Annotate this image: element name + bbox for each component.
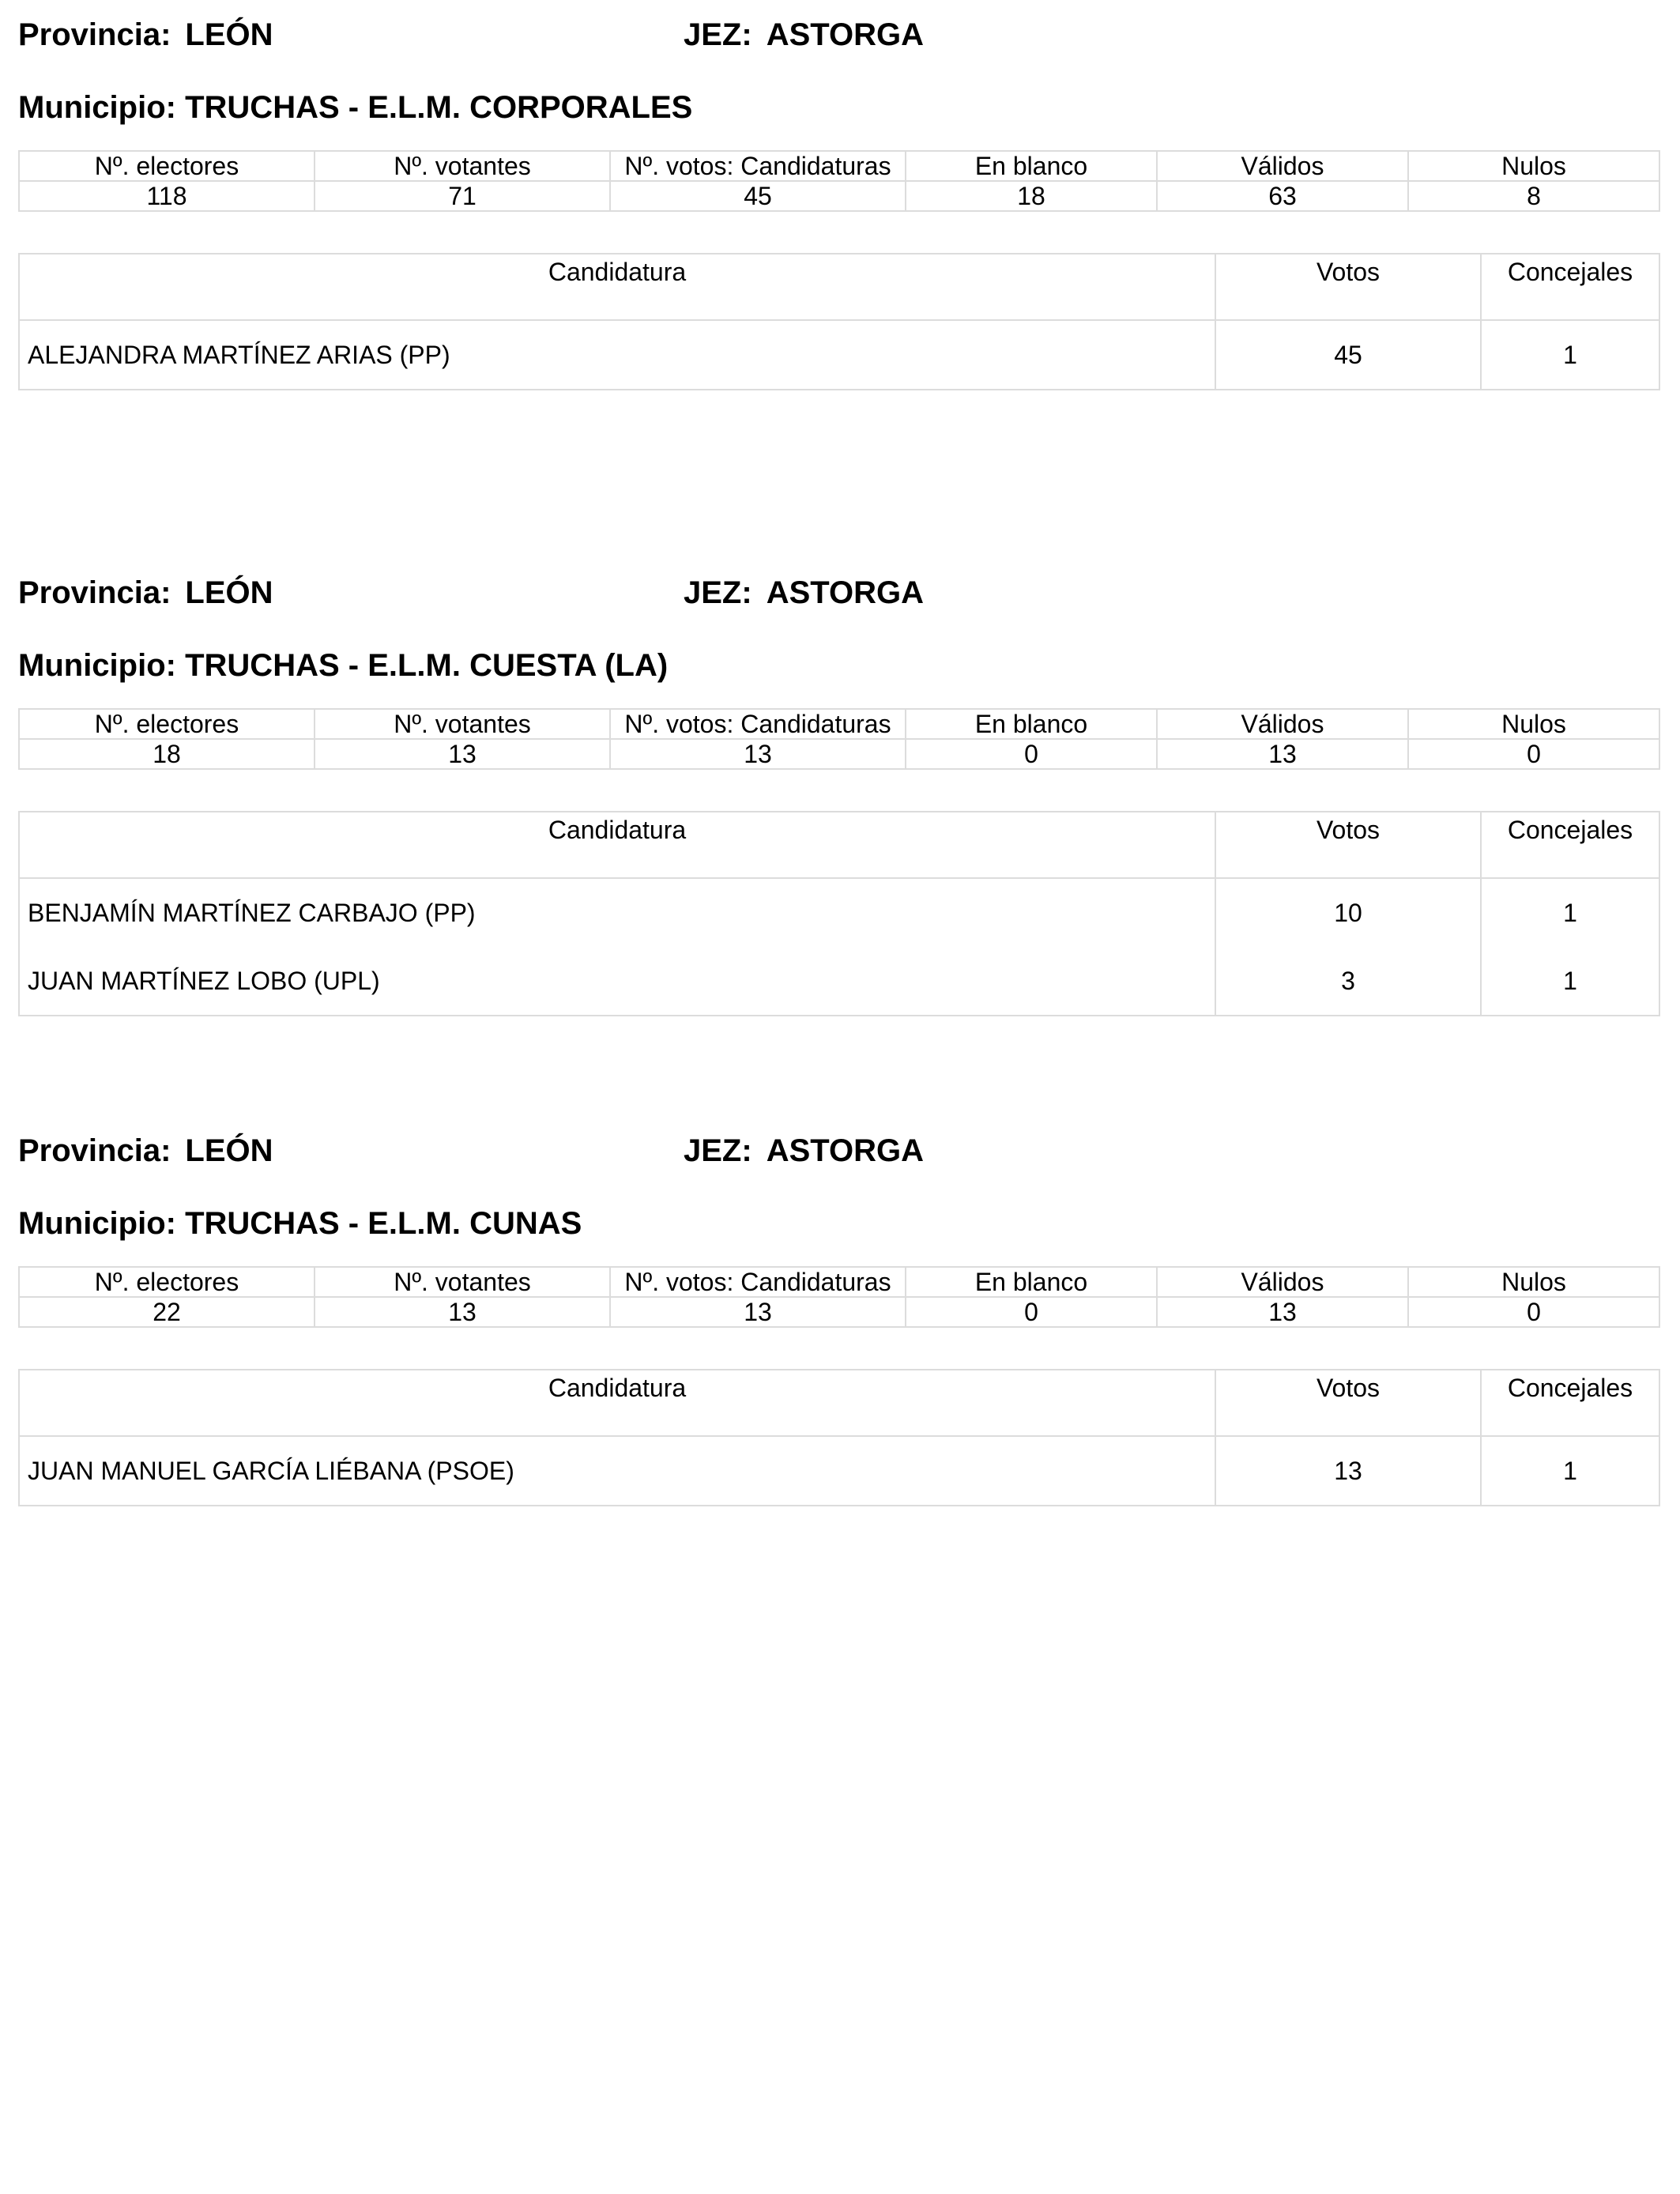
stats-header-cell: Válidos — [1157, 151, 1408, 181]
table-row — [19, 320, 1659, 390]
candidates-table — [18, 1369, 1660, 1506]
section-header — [18, 569, 1659, 616]
municipio-label: Municipio: — [18, 1206, 176, 1241]
provincia-label: Provincia: — [18, 1133, 171, 1168]
stats-header-cell: Nº. votantes — [315, 1267, 610, 1297]
stats-table — [18, 1266, 1660, 1328]
stats-value-row — [19, 1297, 1659, 1327]
stats-value-cell: 13 — [1157, 739, 1408, 769]
candidate-votos: 13 — [1215, 1436, 1481, 1506]
table-row — [19, 1436, 1659, 1506]
stats-header-cell: Válidos — [1157, 709, 1408, 739]
stats-header-cell: Nº. votos: Candidaturas — [610, 709, 906, 739]
stats-value-cell: 0 — [906, 1297, 1157, 1327]
table-row — [19, 947, 1659, 1016]
provincia-value: LEÓN — [185, 17, 273, 52]
jez-field — [684, 1127, 924, 1174]
provincia-label: Provincia: — [18, 575, 171, 610]
stats-value-cell: 13 — [315, 739, 610, 769]
concejales-header: Concejales — [1481, 254, 1659, 320]
concejales-header: Concejales — [1481, 812, 1659, 878]
stats-value-cell: 0 — [906, 739, 1157, 769]
stats-header-cell: Nulos — [1408, 1267, 1659, 1297]
stats-value-row — [19, 739, 1659, 769]
stats-value-cell: 8 — [1408, 181, 1659, 211]
stats-header-cell: Nº. votos: Candidaturas — [610, 1267, 906, 1297]
stats-header-row — [19, 1267, 1659, 1297]
candidate-votos: 10 — [1215, 878, 1481, 947]
municipio-field — [18, 1200, 582, 1247]
stats-header-cell: Nº. electores — [19, 709, 315, 739]
jez-value: ASTORGA — [766, 17, 924, 52]
stats-header-cell: Nulos — [1408, 709, 1659, 739]
provincia-field — [18, 569, 273, 616]
stats-header-cell: Nulos — [1408, 151, 1659, 181]
section-header — [18, 11, 1659, 58]
candidatura-header: Candidatura — [19, 254, 1215, 320]
jez-field — [684, 11, 924, 58]
stats-header-cell: En blanco — [906, 151, 1157, 181]
candidatura-header: Candidatura — [19, 812, 1215, 878]
stats-table — [18, 708, 1660, 770]
candidate-name: ALEJANDRA MARTÍNEZ ARIAS (PP) — [19, 320, 1215, 390]
stats-header-cell: Nº. electores — [19, 151, 315, 181]
municipio-field — [18, 642, 668, 689]
municipio-label: Municipio: — [18, 648, 176, 683]
stats-header-cell: Válidos — [1157, 1267, 1408, 1297]
votos-header: Votos — [1215, 812, 1481, 878]
municipio-field — [18, 84, 692, 131]
municipio-value: TRUCHAS - E.L.M. CUESTA (LA) — [185, 648, 669, 683]
stats-value-cell: 18 — [906, 181, 1157, 211]
stats-value-cell: 18 — [19, 739, 315, 769]
jez-value: ASTORGA — [766, 1133, 924, 1168]
municipio-label: Municipio: — [18, 90, 176, 125]
candidatura-header: Candidatura — [19, 1370, 1215, 1436]
stats-value-cell: 13 — [315, 1297, 610, 1327]
table-row — [19, 878, 1659, 947]
jez-field — [684, 569, 924, 616]
stats-value-cell: 63 — [1157, 181, 1408, 211]
candidate-name: JUAN MANUEL GARCÍA LIÉBANA (PSOE) — [19, 1436, 1215, 1506]
stats-header-row — [19, 151, 1659, 181]
candidate-votos: 3 — [1215, 947, 1481, 1016]
candidate-votos: 45 — [1215, 320, 1481, 390]
stats-table — [18, 150, 1660, 212]
stats-value-cell: 13 — [610, 739, 906, 769]
provincia-field — [18, 11, 273, 58]
candidates-header-row — [19, 812, 1659, 878]
candidate-name: JUAN MARTÍNEZ LOBO (UPL) — [19, 947, 1215, 1016]
stats-value-row — [19, 181, 1659, 211]
candidate-concejales: 1 — [1481, 878, 1659, 947]
votos-header: Votos — [1215, 254, 1481, 320]
stats-header-cell: Nº. votantes — [315, 709, 610, 739]
provincia-value: LEÓN — [185, 575, 273, 610]
stats-header-cell: Nº. votos: Candidaturas — [610, 151, 906, 181]
jez-value: ASTORGA — [766, 575, 924, 610]
candidates-table — [18, 811, 1660, 1016]
stats-value-cell: 0 — [1408, 739, 1659, 769]
provincia-value: LEÓN — [185, 1133, 273, 1168]
candidates-header-row — [19, 1370, 1659, 1436]
jez-label: JEZ: — [684, 1133, 752, 1168]
candidate-concejales: 1 — [1481, 1436, 1659, 1506]
stats-value-cell: 118 — [19, 181, 315, 211]
municipio-value: TRUCHAS - E.L.M. CORPORALES — [185, 90, 693, 125]
jez-label: JEZ: — [684, 17, 752, 52]
stats-header-row — [19, 709, 1659, 739]
stats-header-cell: En blanco — [906, 1267, 1157, 1297]
candidate-concejales: 1 — [1481, 947, 1659, 1016]
votos-header: Votos — [1215, 1370, 1481, 1436]
stats-value-cell: 71 — [315, 181, 610, 211]
stats-value-cell: 13 — [1157, 1297, 1408, 1327]
stats-value-cell: 13 — [610, 1297, 906, 1327]
candidates-header-row — [19, 254, 1659, 320]
jez-label: JEZ: — [684, 575, 752, 610]
candidate-concejales: 1 — [1481, 320, 1659, 390]
stats-value-cell: 0 — [1408, 1297, 1659, 1327]
provincia-field — [18, 1127, 273, 1174]
candidates-table — [18, 253, 1660, 390]
candidate-name: BENJAMÍN MARTÍNEZ CARBAJO (PP) — [19, 878, 1215, 947]
stats-header-cell: En blanco — [906, 709, 1157, 739]
concejales-header: Concejales — [1481, 1370, 1659, 1436]
stats-header-cell: Nº. votantes — [315, 151, 610, 181]
section-header — [18, 1127, 1659, 1174]
provincia-label: Provincia: — [18, 17, 171, 52]
municipio-value: TRUCHAS - E.L.M. CUNAS — [185, 1206, 582, 1241]
stats-header-cell: Nº. electores — [19, 1267, 315, 1297]
stats-value-cell: 45 — [610, 181, 906, 211]
stats-value-cell: 22 — [19, 1297, 315, 1327]
